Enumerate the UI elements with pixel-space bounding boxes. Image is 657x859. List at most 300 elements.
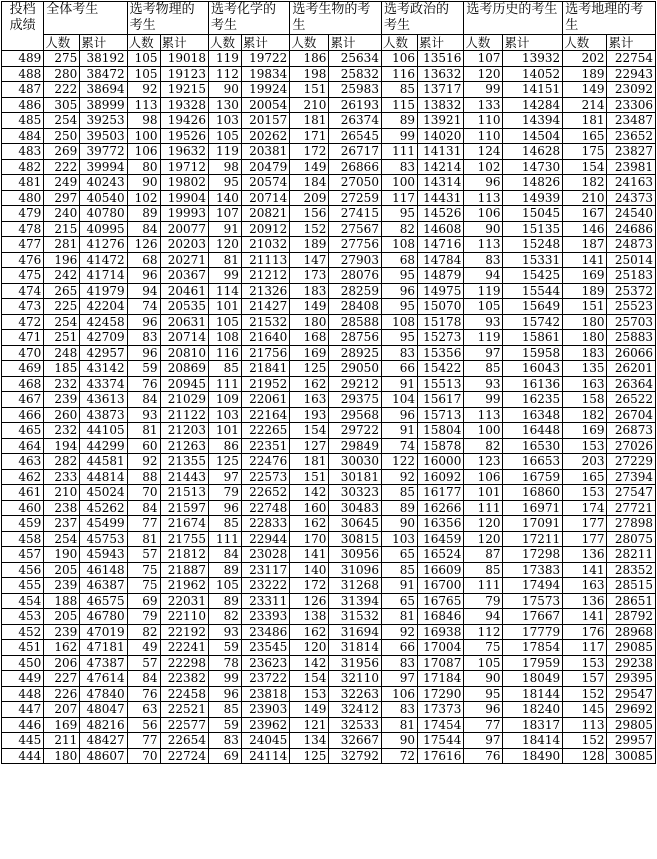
score-cell: 481 [2,175,44,191]
cumulative-cell: 26364 [607,376,656,392]
cumulative-cell: 21887 [160,562,208,578]
cumulative-cell: 26066 [607,345,656,361]
count-cell: 85 [208,702,241,718]
count-cell: 79 [464,593,503,609]
cumulative-cell: 17494 [503,578,563,594]
count-cell: 156 [290,206,329,222]
cumulative-cell: 44105 [80,423,127,439]
count-cell: 225 [44,299,80,315]
cumulative-cell: 25832 [329,66,382,82]
table-row [2,702,656,718]
cumulative-cell: 17544 [418,733,464,749]
count-cell: 105 [127,66,160,82]
cumulative-cell: 21513 [160,485,208,501]
cumulative-cell: 22748 [241,500,289,516]
score-cell: 444 [2,748,44,764]
count-cell: 181 [290,113,329,129]
count-cell: 102 [464,159,503,175]
count-cell: 66 [381,361,417,377]
count-cell: 106 [381,686,417,702]
cumulative-cell: 16177 [418,485,464,501]
count-cell: 78 [208,655,241,671]
count-cell: 84 [127,221,160,237]
cumulative-cell: 17087 [418,655,464,671]
cumulative-cell: 23222 [241,578,289,594]
count-cell: 85 [464,562,503,578]
cumulative-cell: 28211 [607,547,656,563]
cumulative-cell: 20574 [241,175,289,191]
count-cell: 82 [381,221,417,237]
cumulative-cell: 21427 [241,299,289,315]
count-cell: 69 [208,748,241,764]
count-cell: 81 [127,423,160,439]
count-cell: 214 [563,97,607,113]
cumulative-cell: 20461 [160,283,208,299]
count-cell: 89 [381,500,417,516]
count-cell: 136 [563,547,607,563]
cumulative-cell: 20077 [160,221,208,237]
cumulative-cell: 23962 [241,717,289,733]
score-cell: 457 [2,547,44,563]
cumulative-cell: 20821 [241,206,289,222]
cumulative-cell: 31814 [329,640,382,656]
cumulative-cell: 20869 [160,361,208,377]
count-cell: 126 [127,237,160,253]
count-cell: 89 [208,562,241,578]
count-cell: 121 [290,717,329,733]
cumulative-cell: 17091 [503,516,563,532]
cumulative-cell: 26866 [329,159,382,175]
group-header-chemistry: 选考化学的考生 [208,2,289,35]
score-cell: 472 [2,314,44,330]
count-cell: 85 [381,485,417,501]
cumulative-cell: 14784 [418,252,464,268]
count-cell: 174 [563,500,607,516]
count-cell: 97 [464,345,503,361]
count-cell: 112 [208,66,241,82]
cumulative-cell: 19924 [241,82,289,98]
table-row [2,469,656,485]
count-cell: 226 [44,686,80,702]
cumulative-cell: 24163 [607,175,656,191]
cumulative-cell: 21597 [160,500,208,516]
count-cell: 180 [563,330,607,346]
cumulative-cell: 16860 [503,485,563,501]
table-row [2,206,656,222]
count-cell: 57 [127,547,160,563]
cumulative-cell: 14730 [503,159,563,175]
count-cell: 142 [290,485,329,501]
cumulative-cell: 29395 [607,671,656,687]
cumulative-cell: 14939 [503,190,563,206]
table-row [2,361,656,377]
cumulative-cell: 16043 [503,361,563,377]
count-cell: 203 [563,454,607,470]
cumulative-cell: 22476 [241,454,289,470]
cumulative-cell: 21355 [160,454,208,470]
cumulative-cell: 15649 [503,299,563,315]
cumulative-cell: 22944 [241,531,289,547]
cumulative-cell: 16235 [503,392,563,408]
score-cell: 465 [2,423,44,439]
count-cell: 107 [208,206,241,222]
cumulative-cell: 26201 [607,361,656,377]
cumulative-cell: 22351 [241,438,289,454]
cumulative-cell: 46575 [80,593,127,609]
count-cell: 86 [208,438,241,454]
cumulative-cell: 20945 [160,376,208,392]
count-cell: 169 [44,717,80,733]
count-cell: 239 [44,578,80,594]
cumulative-header: 累计 [607,35,656,51]
cumulative-cell: 14284 [503,97,563,113]
count-cell: 120 [208,237,241,253]
count-cell: 103 [208,407,241,423]
count-cell: 110 [464,113,503,129]
count-cell: 151 [290,469,329,485]
cumulative-cell: 41979 [80,283,127,299]
count-cell: 119 [208,51,241,67]
cumulative-cell: 14151 [503,82,563,98]
count-cell: 96 [208,686,241,702]
count-cell: 90 [381,733,417,749]
cumulative-cell: 40995 [80,221,127,237]
count-cell: 90 [464,671,503,687]
score-cell: 480 [2,190,44,206]
score-cell: 488 [2,66,44,82]
cumulative-cell: 21640 [241,330,289,346]
count-cell: 96 [381,283,417,299]
cumulative-cell: 15422 [418,361,464,377]
count-cell: 162 [290,624,329,640]
cumulative-cell: 21113 [241,252,289,268]
count-cell: 251 [44,330,80,346]
count-cell: 167 [563,206,607,222]
cumulative-cell: 28925 [329,345,382,361]
score-cell: 483 [2,144,44,160]
count-cell: 210 [44,485,80,501]
count-cell: 92 [381,469,417,485]
cumulative-cell: 25014 [607,252,656,268]
count-cell: 96 [381,407,417,423]
count-cell: 153 [563,485,607,501]
count-cell: 83 [381,345,417,361]
cumulative-cell: 31268 [329,578,382,594]
count-cell: 154 [290,423,329,439]
cumulative-cell: 17667 [503,609,563,625]
count-cell: 125 [290,361,329,377]
count-cell: 182 [563,175,607,191]
cumulative-cell: 23393 [241,609,289,625]
count-cell: 211 [44,733,80,749]
cumulative-cell: 15878 [418,438,464,454]
cumulative-cell: 27415 [329,206,382,222]
count-cell: 205 [44,562,80,578]
count-cell: 68 [381,252,417,268]
count-cell: 92 [127,454,160,470]
count-cell: 160 [290,500,329,516]
table-row [2,345,656,361]
score-cell: 485 [2,113,44,129]
cumulative-cell: 48047 [80,702,127,718]
count-cell: 105 [464,655,503,671]
cumulative-cell: 23311 [241,593,289,609]
count-cell: 111 [381,144,417,160]
cumulative-cell: 20912 [241,221,289,237]
cumulative-cell: 29238 [607,655,656,671]
count-cell: 239 [44,624,80,640]
cumulative-cell: 27050 [329,175,382,191]
cumulative-cell: 28588 [329,314,382,330]
cumulative-cell: 23722 [241,671,289,687]
cumulative-cell: 29085 [607,640,656,656]
count-cell: 165 [563,469,607,485]
count-cell: 105 [127,51,160,67]
count-cell: 75 [464,640,503,656]
count-cell: 95 [381,330,417,346]
count-cell: 210 [563,190,607,206]
count-cell: 108 [208,330,241,346]
count-cell: 119 [208,144,241,160]
count-cell: 111 [464,500,503,516]
score-cell: 471 [2,330,44,346]
cumulative-cell: 45024 [80,485,127,501]
group-header-politics: 选考政治的考生 [381,2,463,35]
cumulative-cell: 42458 [80,314,127,330]
score-cell: 477 [2,237,44,253]
cumulative-cell: 29692 [607,702,656,718]
cumulative-cell: 31532 [329,609,382,625]
count-cell: 113 [464,190,503,206]
count-cell: 171 [290,128,329,144]
count-cell: 222 [44,82,80,98]
count-cell: 77 [127,733,160,749]
cumulative-cell: 15958 [503,345,563,361]
cumulative-cell: 21326 [241,283,289,299]
table-row [2,314,656,330]
count-cell: 79 [127,609,160,625]
cumulative-cell: 43142 [80,361,127,377]
table-row [2,144,656,160]
cumulative-cell: 27259 [329,190,382,206]
cumulative-cell: 13932 [503,51,563,67]
count-cell: 168 [290,330,329,346]
cumulative-cell: 20714 [241,190,289,206]
score-cell: 459 [2,516,44,532]
count-cell: 119 [464,330,503,346]
count-cell: 66 [381,640,417,656]
count-cell: 149 [290,299,329,315]
count-cell: 96 [127,314,160,330]
cumulative-cell: 14608 [418,221,464,237]
count-cell: 125 [208,454,241,470]
score-cell: 460 [2,500,44,516]
cumulative-cell: 27756 [329,237,382,253]
count-cell: 100 [127,128,160,144]
cumulative-cell: 23092 [607,82,656,98]
cumulative-cell: 40243 [80,175,127,191]
cumulative-cell: 44299 [80,438,127,454]
count-cell: 119 [464,283,503,299]
cumulative-cell: 15804 [418,423,464,439]
count-cell: 215 [44,221,80,237]
cumulative-cell: 22652 [241,485,289,501]
cumulative-cell: 17298 [503,547,563,563]
count-cell: 133 [464,97,503,113]
count-cell: 75 [127,562,160,578]
score-cell: 470 [2,345,44,361]
count-cell: 153 [563,655,607,671]
cumulative-cell: 21952 [241,376,289,392]
cumulative-cell: 14504 [503,128,563,144]
cumulative-header: 累计 [503,35,563,51]
cumulative-cell: 24373 [607,190,656,206]
count-cell: 180 [290,314,329,330]
cumulative-cell: 17454 [418,717,464,733]
cumulative-cell: 14526 [418,206,464,222]
count-cell: 76 [127,376,160,392]
count-cell: 163 [290,392,329,408]
count-cell: 113 [464,407,503,423]
table-row [2,97,656,113]
cumulative-cell: 28792 [607,609,656,625]
count-header: 人数 [290,35,329,51]
table-row [2,283,656,299]
count-cell: 89 [381,113,417,129]
cumulative-header: 累计 [80,35,127,51]
count-cell: 120 [464,66,503,82]
count-cell: 90 [127,175,160,191]
count-cell: 97 [208,469,241,485]
table-row [2,547,656,563]
count-cell: 186 [290,51,329,67]
count-cell: 149 [290,159,329,175]
count-cell: 116 [381,66,417,82]
cumulative-cell: 18240 [503,702,563,718]
cumulative-cell: 15070 [418,299,464,315]
cumulative-cell: 29547 [607,686,656,702]
cumulative-cell: 23486 [241,624,289,640]
count-cell: 140 [208,190,241,206]
count-cell: 92 [127,82,160,98]
count-cell: 95 [464,686,503,702]
count-cell: 190 [44,547,80,563]
count-cell: 97 [381,671,417,687]
table-row [2,593,656,609]
count-cell: 147 [290,252,329,268]
count-cell: 152 [290,221,329,237]
cumulative-cell: 14131 [418,144,464,160]
cumulative-cell: 15178 [418,314,464,330]
count-cell: 85 [464,361,503,377]
cumulative-cell: 22265 [241,423,289,439]
table-row [2,221,656,237]
count-cell: 165 [563,128,607,144]
count-cell: 181 [563,113,607,129]
count-cell: 196 [44,252,80,268]
cumulative-cell: 20203 [160,237,208,253]
count-cell: 169 [290,345,329,361]
count-cell: 124 [464,144,503,160]
cumulative-cell: 44581 [80,454,127,470]
cumulative-cell: 17616 [418,748,464,764]
count-cell: 153 [290,686,329,702]
cumulative-cell: 27394 [607,469,656,485]
cumulative-cell: 16459 [418,531,464,547]
count-cell: 95 [208,175,241,191]
count-cell: 113 [127,97,160,113]
count-cell: 222 [44,159,80,175]
cumulative-cell: 32263 [329,686,382,702]
score-cell: 448 [2,686,44,702]
count-cell: 89 [127,206,160,222]
count-cell: 59 [127,361,160,377]
table-row [2,299,656,315]
count-cell: 183 [563,345,607,361]
cumulative-cell: 19018 [160,51,208,67]
count-cell: 96 [208,500,241,516]
count-cell: 107 [464,51,503,67]
count-cell: 105 [208,128,241,144]
cumulative-cell: 22164 [241,407,289,423]
count-cell: 100 [381,175,417,191]
count-cell: 242 [44,268,80,284]
score-cell: 451 [2,640,44,656]
cumulative-cell: 13632 [418,66,464,82]
cumulative-cell: 15045 [503,206,563,222]
cumulative-cell: 26717 [329,144,382,160]
cumulative-cell: 21122 [160,407,208,423]
cumulative-cell: 27721 [607,500,656,516]
count-cell: 135 [563,361,607,377]
count-cell: 232 [44,423,80,439]
count-cell: 83 [381,159,417,175]
count-cell: 130 [208,97,241,113]
count-cell: 162 [44,640,80,656]
cumulative-cell: 47614 [80,671,127,687]
count-cell: 95 [381,299,417,315]
table-row [2,655,656,671]
cumulative-cell: 27229 [607,454,656,470]
cumulative-cell: 15742 [503,314,563,330]
cumulative-cell: 23487 [607,113,656,129]
cumulative-cell: 45499 [80,516,127,532]
cumulative-cell: 15135 [503,221,563,237]
count-cell: 189 [563,66,607,82]
cumulative-cell: 20271 [160,252,208,268]
cumulative-cell: 22110 [160,609,208,625]
cumulative-cell: 22833 [241,516,289,532]
count-header: 人数 [381,35,417,51]
cumulative-cell: 15513 [418,376,464,392]
count-cell: 152 [563,733,607,749]
cumulative-cell: 32792 [329,748,382,764]
score-cell: 463 [2,454,44,470]
cumulative-cell: 22382 [160,671,208,687]
table-row [2,82,656,98]
count-cell: 120 [290,640,329,656]
cumulative-cell: 15331 [503,252,563,268]
group-header-all: 全体考生 [44,2,127,35]
count-cell: 101 [208,299,241,315]
cumulative-cell: 28075 [607,531,656,547]
count-cell: 80 [127,159,160,175]
count-cell: 94 [464,268,503,284]
table-row [2,159,656,175]
cumulative-cell: 30085 [607,748,656,764]
cumulative-cell: 16524 [418,547,464,563]
cumulative-cell: 43374 [80,376,127,392]
